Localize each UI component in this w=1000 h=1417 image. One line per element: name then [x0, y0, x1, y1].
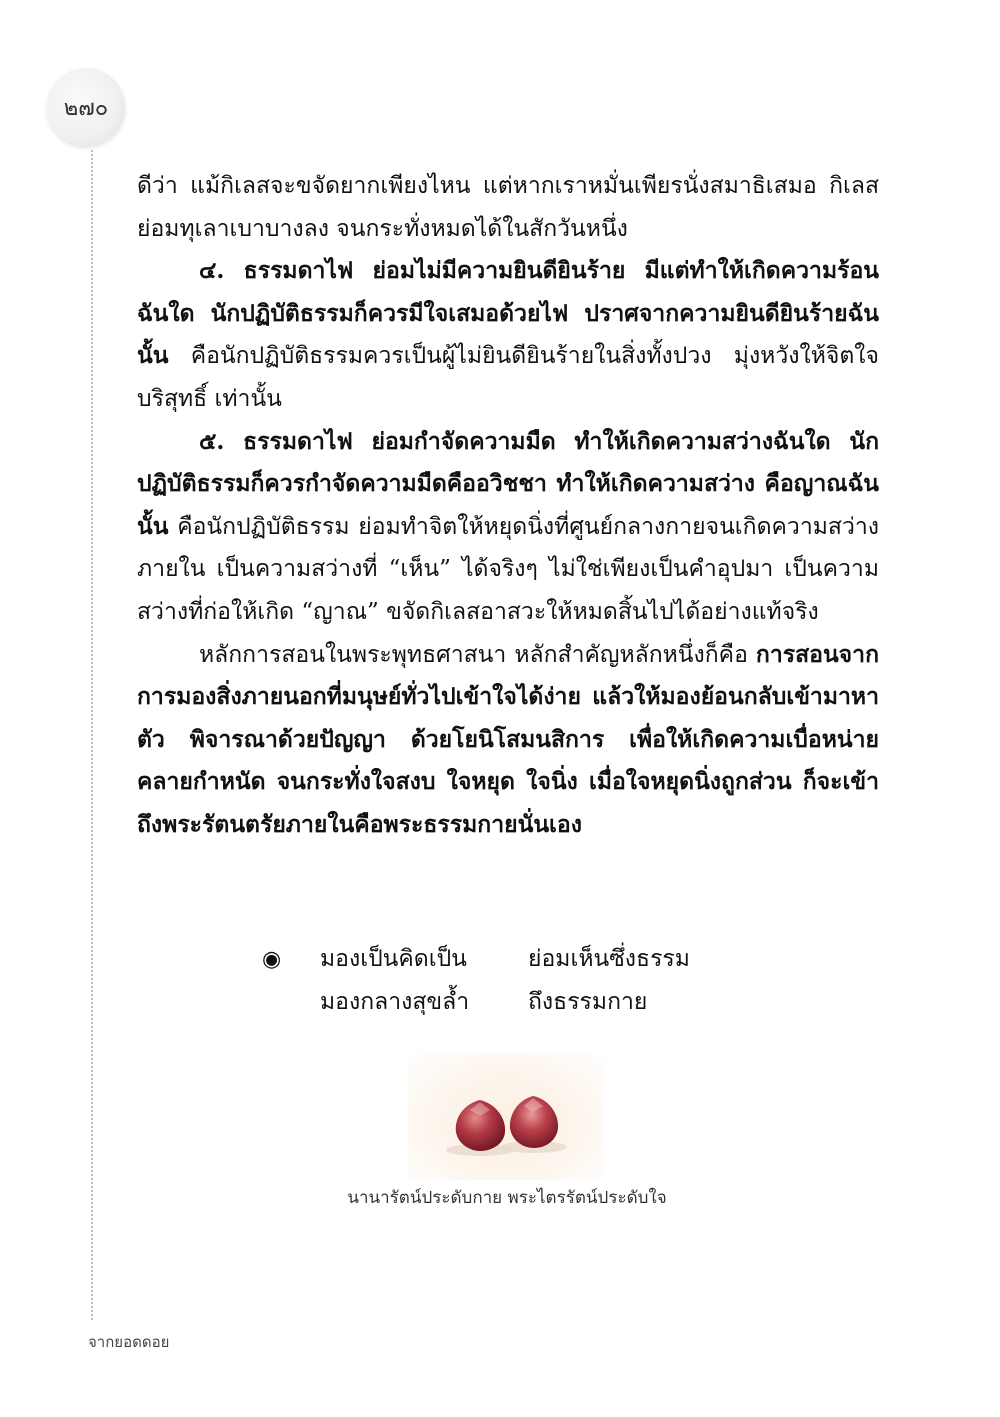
- footer-book-title: จากยอดดอย: [88, 1333, 170, 1351]
- paragraph-4-text: หลักการสอนในพระพุทธศาสนา หลักสำคัญหลักหนึ่งก็คือ: [199, 641, 756, 668]
- margin-divider: [91, 150, 93, 1320]
- paragraph-3: [137, 421, 879, 634]
- paragraph-2-text: คือนักปฏิบัติธรรมควรเป็นผู้ไม่ยินดียินร้ายในสิ่งทั้งปวง มุ่งหวังให้จิตใจบริสุทธิ์ เท่านั้น: [137, 343, 879, 412]
- paragraph-3-text: คือนักปฏิบัติธรรม ย่อมทำจิตให้หยุดนิ่งที่ศูนย์กลางกายจนเกิดความสว่างภายใน เป็นความสว่างที่ “เห็น” ได้จริงๆ ไม่ใช่เพียงเป็นคำอุปมา เป็นความสว่างที่ก่อให้เกิด “ญาณ” ขจัดกิเลสอาสวะให้หมดสิ้นไปได้อย่างแท้จริง: [137, 513, 879, 625]
- image-caption: นานารัตน์ประดับกาย พระไตรรัตน์ประดับใจ: [347, 1188, 667, 1208]
- paragraph-4: [137, 634, 879, 847]
- bullet-icon: ◉: [262, 947, 282, 972]
- poem-line-2a: มองกลางสุขล้ำ: [320, 989, 470, 1015]
- paragraph-4-bold: การสอนจากการมองสิ่งภายนอกที่มนุษย์ทั่วไปเข้าใจได้ง่าย แล้วให้มองย้อนกลับเข้ามาหาตัว พิจารณาด้วยปัญญา ด้วยโยนิโสมนสิการ เพื่อให้เกิดความเบื่อหน่ายคลายกำหนัด จนกระทั่งใจสงบ ใจหยุด ใจนิ่ง เมื่อใจหยุดนิ่งถูกส่วน ก็จะเข้าถึงพระรัตนตรัยภายในคือพระธรรมกายนั่นเอง: [137, 640, 879, 838]
- poem-line-2b: ถึงธรรมกาย: [528, 989, 648, 1015]
- page-number: ๒๗๐: [63, 95, 109, 121]
- paragraph-2-bold: ๔. ธรรมดาไฟ ย่อมไม่มีความยินดียินร้าย มีแต่ทำให้เกิดความร้อนฉันใด นักปฏิบัติธรรมก็ควรมีใจเสมอด้วยไฟ ปราศจากความยินดียินร้ายฉันนั้น: [137, 257, 879, 370]
- poem-line-1a: มองเป็นคิดเป็น: [320, 946, 467, 972]
- page-number-badge: [47, 68, 125, 146]
- poem-line-1b: ย่อมเห็นซึ่งธรรม: [528, 946, 690, 972]
- paragraph-3-bold: ๕. ธรรมดาไฟ ย่อมกำจัดความมืด ทำให้เกิดความสว่างฉันใด นักปฏิบัติธรรมก็ควรกำจัดความมืดคืออวิชชา ทำให้เกิดความสว่าง คือญาณฉันนั้น: [137, 427, 879, 540]
- paragraph-1: ดีว่า แม้กิเลสจะขจัดยากเพียงไหน แต่หากเราหมั่นเพียรนั่งสมาธิเสมอ กิเลสย่อมทุเลาเบาบางลง จนกระทั่งหมดได้ในสักวันหนึ่ง: [137, 173, 879, 242]
- paragraph-2: [137, 250, 879, 420]
- gemstones-illustration: [408, 1052, 604, 1180]
- gemstones-image: [408, 1052, 604, 1180]
- body-text: [137, 165, 879, 847]
